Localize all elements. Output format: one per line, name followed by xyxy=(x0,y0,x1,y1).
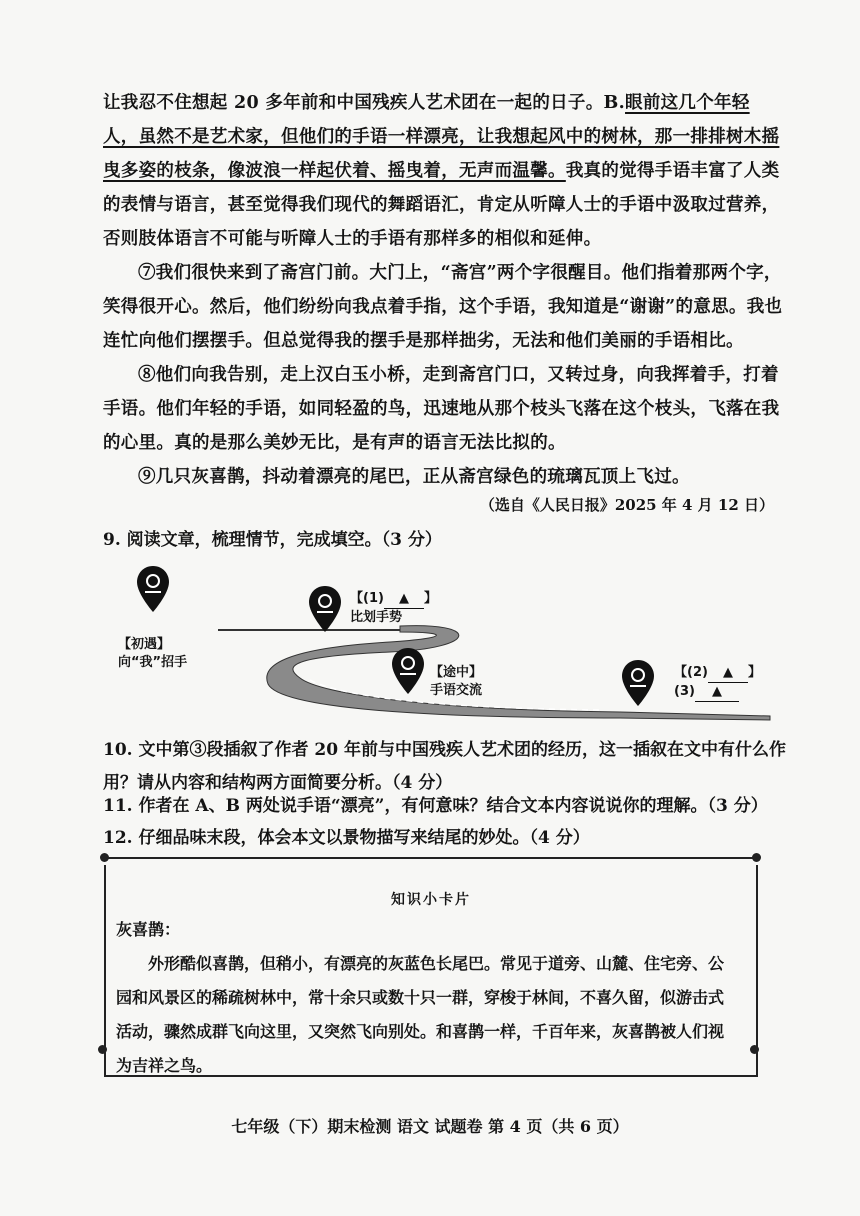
stage-blank-1: 【(1) ▲ 】 比划手势 xyxy=(350,591,437,625)
stage-midway: 【途中】 手语交流 xyxy=(430,665,483,698)
card-side-dot xyxy=(98,1045,107,1054)
paragraph-continued xyxy=(103,86,783,256)
question-10: 10. 文中第③段插叙了作者 20 年前与中国残疾人艺术团的经历，这一插叙在文中有什么作用？请从内容和结构两方面简要分析。（4 分） xyxy=(103,740,786,793)
winding-road xyxy=(100,560,780,730)
location-pin-icon xyxy=(307,584,343,634)
page-footer: 七年级（下）期末检测 语文 试题卷 第 4 页（共 6 页） xyxy=(231,1117,629,1136)
card-body: 外形酷似喜鹊，但稍小，有漂亮的灰蓝色长尾巴。常见于道旁、山麓、住宅旁、公园和风景区的稀疏树林中，常十余只或数十只一群，穿梭于林间，不喜久留，似游击式活动，骤然成群飞向这里，又突然飞向别处。和喜鹊一样，千百年来，灰喜鹊被人们视为吉祥之鸟。 xyxy=(116,954,725,1075)
paragraph-start: 让我忍不住想起 20 多年前和中国残疾人艺术团在一起的日子。B. xyxy=(103,93,626,113)
question-12: 12. 仔细品味末段，体会本文以景物描写来结尾的妙处。（4 分） xyxy=(103,828,590,848)
paragraph-end: 我真的觉得手语丰富了人类的表情与语言，甚至觉得我们现代的舞蹈语汇，肯定从听障人士的手语中汲取过营养，否则肢体语言不可能与听障人士的手语有那样多的相似和延伸。 xyxy=(103,161,780,249)
card-term: 灰喜鹊： xyxy=(116,920,181,939)
paragraph-9: ⑨几只灰喜鹊，抖动着漂亮的尾巴，正从斋宫绿色的琉璃瓦顶上飞过。 xyxy=(138,467,690,487)
card-top-rule xyxy=(104,857,758,859)
article-source: （选自《人民日报》2025 年 4 月 12 日） xyxy=(479,496,774,514)
paragraph-8: ⑧他们向我告别，走上汉白玉小桥，走到斋宫门口，又转过身，向我挥着手，打着手语。他们年轻的手语，如同轻盈的鸟，迅速地从那个枝头飞落在这个枝头，飞落在我的心里。真的是那么美妙无比，是有声的语言无法比拟的。 xyxy=(103,365,780,453)
plot-flowchart xyxy=(100,560,780,730)
card-side-dot xyxy=(750,1045,759,1054)
card-corner-dot xyxy=(752,853,761,862)
question-9: 9. 阅读文章，梳理情节，完成填空。（3 分） xyxy=(103,530,442,550)
location-pin-icon xyxy=(135,564,171,614)
knowledge-card xyxy=(104,865,758,1077)
location-pin-icon xyxy=(620,658,656,708)
paragraph-7: ⑦我们很快来到了斋宫门前。大门上，“斋宫”两个字很醒目。他们指着那两个字，笑得很开心。然后，他们纷纷向我点着手指，这个手语，我知道是“谢谢”的意思。我也连忙向他们摆摆手。但总觉得我的摆手是那样拙劣，无法和他们美丽的手语相比。 xyxy=(103,263,783,351)
location-pin-icon xyxy=(390,646,426,696)
card-title: 知识小卡片 xyxy=(391,892,471,908)
stage-encounter: 【初遇】 向“我”招手 xyxy=(118,637,188,670)
question-11: 11. 作者在 A、B 两处说手语“漂亮”，有何意味？结合文本内容说说你的理解。（3 分） xyxy=(103,796,768,816)
stage-blank-2-3: 【(2) ▲ 】 (3) ▲ xyxy=(674,664,761,702)
underlined-sentence-b: 眼前这几个年轻人，虽然不是艺术家，但他们的手语一样漂亮，让我想起风中的树林，那一排排树木摇曳多姿的枝条，像波浪一样起伏着、摇曳着，无声而温馨。 xyxy=(103,93,780,181)
card-corner-dot xyxy=(100,853,109,862)
